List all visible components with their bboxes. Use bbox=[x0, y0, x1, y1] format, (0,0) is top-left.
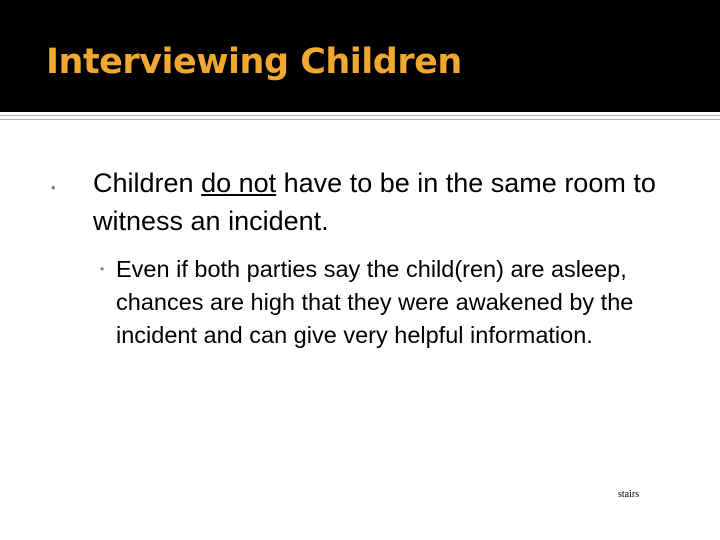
bullet-text-end: have to be in the same room to witness an incident. bbox=[93, 168, 656, 236]
slide-title: Interviewing Children bbox=[46, 42, 462, 82]
bullet-text-start: Children bbox=[93, 168, 202, 198]
divider-line bbox=[0, 119, 720, 120]
footnote-text: stairs bbox=[618, 489, 640, 500]
sub-bullet-marker: • bbox=[100, 262, 105, 276]
title-bar bbox=[0, 0, 720, 112]
sub-bullet: Even if both parties say the child(ren) are asleep, chances are high that they were awakened by the incident and can give very helpful information. bbox=[116, 256, 634, 348]
divider-line bbox=[0, 115, 720, 116]
main-bullet bbox=[93, 164, 673, 240]
bullet-marker: • bbox=[51, 180, 56, 195]
bullet-text-underlined: do not bbox=[201, 168, 277, 198]
